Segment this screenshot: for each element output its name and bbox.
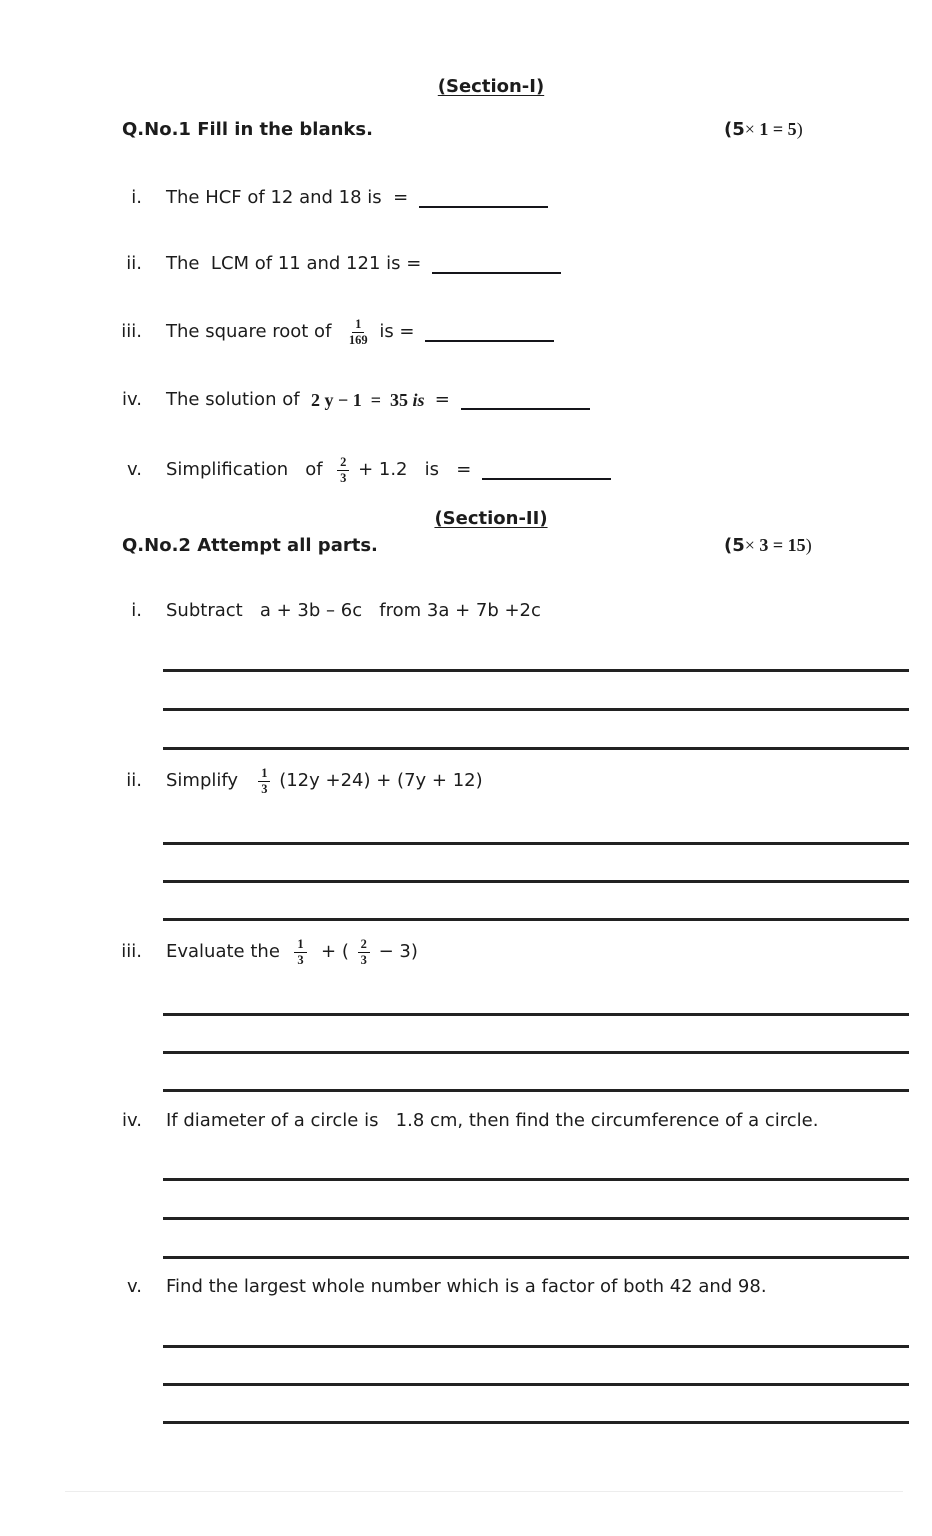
item-numeral: iii. <box>121 320 142 342</box>
answer-line <box>163 842 909 845</box>
section-2-heading: (Section-II) <box>434 508 548 529</box>
answer-blank <box>425 340 554 342</box>
q1-marks <box>724 119 803 140</box>
q2-marks-close: ) <box>805 535 812 555</box>
q2-item-iv <box>100 1110 818 1132</box>
item-numeral: iv. <box>122 388 142 410</box>
q2-marks <box>724 535 812 556</box>
answer-blank <box>482 478 611 480</box>
fraction-numerator: 2 <box>358 937 370 952</box>
answer-line <box>163 880 909 883</box>
item-text: The LCM of 11 and 121 is = <box>166 252 428 274</box>
item-numeral: i. <box>131 599 142 621</box>
answer-line <box>163 1013 909 1016</box>
item-text: − 3) <box>372 940 418 962</box>
item-text: Simplification of <box>166 458 335 480</box>
q1-label: Q.No.1 Fill in the blanks. <box>122 119 373 140</box>
item-text: + 1.2 is = <box>352 458 478 480</box>
q1-item-v <box>100 453 611 487</box>
answer-line <box>163 918 909 921</box>
q1-item-i <box>100 187 548 209</box>
q2-label: Q.No.2 Attempt all parts. <box>122 535 378 556</box>
q1-marks-open: (5 <box>724 119 745 140</box>
item-numeral: i. <box>131 186 142 208</box>
item-numeral: v. <box>127 458 142 480</box>
q2-item-ii <box>100 764 483 798</box>
answer-blank <box>432 272 561 274</box>
q2-marks-times: × <box>744 535 755 555</box>
item-text: is = <box>373 320 421 342</box>
answer-line <box>163 1345 909 1348</box>
fraction-numerator: 1 <box>352 317 364 332</box>
item-text: Evaluate the <box>166 940 292 962</box>
item-numeral: iv. <box>122 1109 142 1131</box>
answer-line <box>163 1421 909 1424</box>
answer-line <box>163 669 909 672</box>
fraction-numerator: 1 <box>294 937 306 952</box>
answer-line <box>163 1256 909 1259</box>
item-text: = <box>429 388 456 410</box>
q2-marks-body: 3 = 15 <box>754 535 806 555</box>
fraction-denominator: 3 <box>297 952 304 967</box>
is-word: is <box>408 389 430 410</box>
item-numeral: v. <box>127 1275 142 1297</box>
q1-marks-close: ) <box>796 119 803 139</box>
q2-item-v <box>100 1276 767 1298</box>
item-text: The square root of <box>166 320 343 342</box>
item-text: Subtract a + 3b – 6c from 3a + 7b +2c <box>166 599 541 621</box>
item-text: The HCF of 12 and 18 is = <box>166 186 414 208</box>
item-numeral: ii. <box>126 769 142 791</box>
answer-line <box>163 747 909 750</box>
item-text: The solution of <box>166 388 311 410</box>
item-numeral: ii. <box>126 252 142 274</box>
item-text: (12y +24) + (7y + 12) <box>273 769 483 791</box>
fraction-denominator: 3 <box>360 952 367 967</box>
section-1-heading: (Section-I) <box>437 76 545 97</box>
page-divider <box>65 1491 903 1492</box>
answer-blank <box>419 206 548 208</box>
fraction-denominator: 3 <box>340 470 347 485</box>
q1-marks-times: × <box>744 119 755 139</box>
q2-marks-open: (5 <box>724 535 745 556</box>
answer-line <box>163 1089 909 1092</box>
fraction-denominator: 3 <box>261 781 268 796</box>
q2-item-i <box>100 600 541 622</box>
answer-line <box>163 708 909 711</box>
answer-line <box>163 1178 909 1181</box>
answer-blank <box>461 408 590 410</box>
q1-item-iv <box>100 389 590 411</box>
item-numeral: iii. <box>121 940 142 962</box>
item-text: Simplify <box>166 769 256 791</box>
q2-item-iii <box>100 935 418 969</box>
fraction <box>294 937 306 967</box>
item-text: If diameter of a circle is 1.8 cm, then find the circumference of a circle. <box>166 1109 819 1131</box>
fraction <box>358 937 370 967</box>
item-text: + ( <box>309 940 355 962</box>
q1-marks-body: 1 = 5 <box>754 119 797 139</box>
fraction-numerator: 2 <box>337 455 349 470</box>
equation-text: 2 y − 1 = 35 <box>311 389 409 410</box>
answer-line <box>163 1383 909 1386</box>
fraction <box>346 317 371 347</box>
fraction <box>258 766 270 796</box>
item-text: Find the largest whole number which is a factor of both 42 and 98. <box>166 1275 767 1297</box>
fraction-numerator: 1 <box>258 766 270 781</box>
answer-line <box>163 1217 909 1220</box>
q1-item-ii <box>100 253 561 275</box>
q1-item-iii <box>100 315 554 349</box>
fraction <box>337 455 349 485</box>
fraction-denominator: 169 <box>348 332 368 347</box>
answer-line <box>163 1051 909 1054</box>
